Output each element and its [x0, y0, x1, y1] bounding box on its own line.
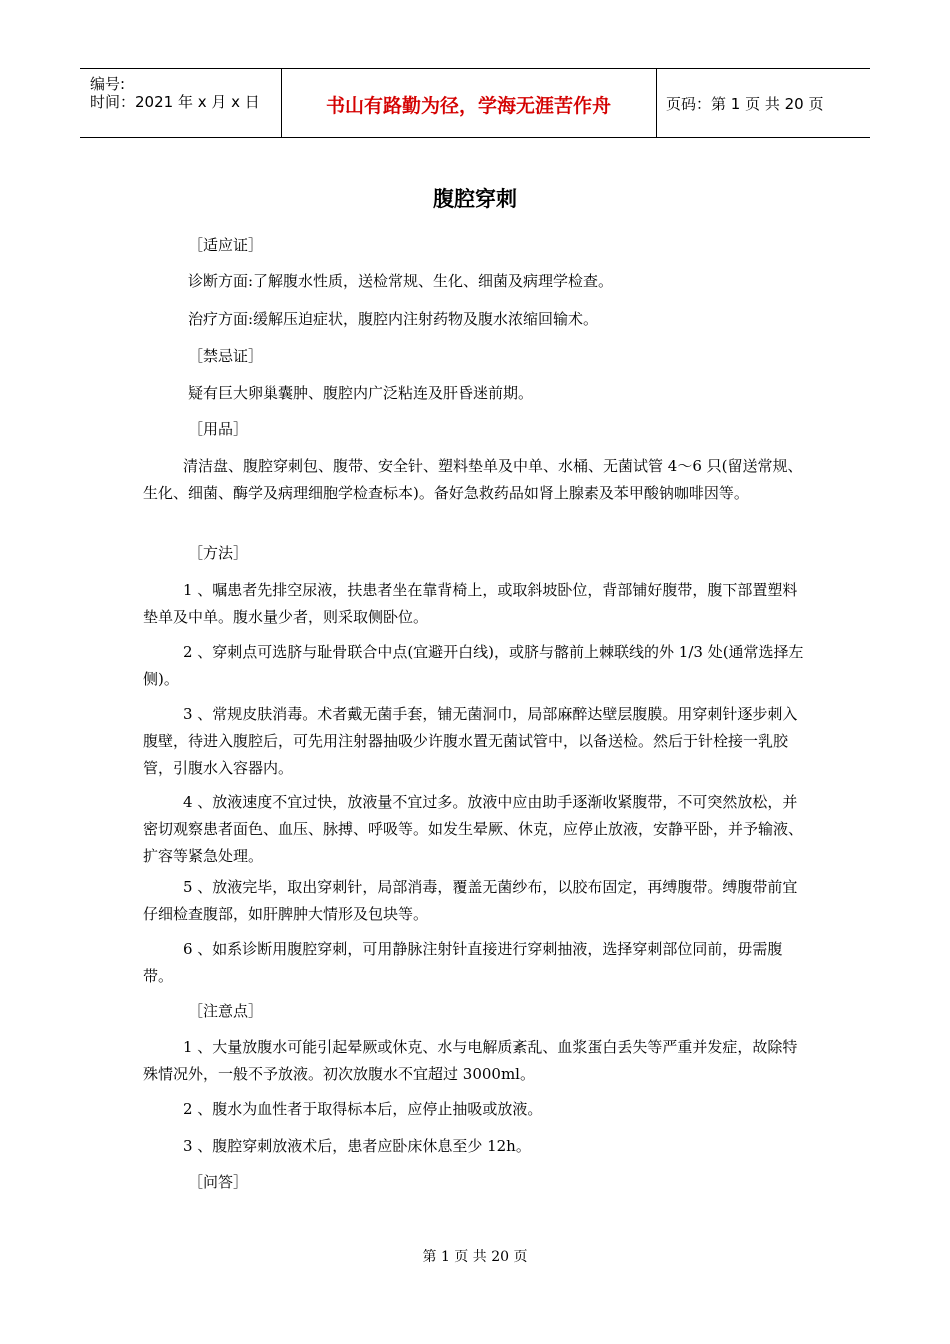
date-line: 时间：2021 年 x 月 x 日 — [90, 93, 260, 111]
supplies-heading: ［用品］ — [188, 420, 249, 438]
method-step-4: 4 、放液速度不宜过快，放液量不宜过多。放液中应由助手逐渐收紧腹带，不可突然放松，并密切观察患者面色、血压、脉搏、呼吸等。如发生晕厥、休克，应停止放液，安静平卧，并予输液、扩容等紧急处理。 — [143, 793, 804, 865]
header-page-cell — [657, 69, 870, 137]
document-title: 腹腔穿刺 — [433, 187, 517, 211]
indications-diagnosis: 诊断方面:了解腹水性质，送检常规、生化、细菌及病理学检查。 — [188, 272, 614, 290]
qa-heading: ［问答］ — [188, 1173, 249, 1191]
method-step-1: 1 、嘱患者先排空尿液，扶患者坐在靠背椅上，或取斜坡卧位，背部铺好腹带，腹下部置塑料垫单及中单。腹水量少者，则采取侧卧位。 — [143, 581, 798, 626]
method-step-3: 3 、常规皮肤消毒。术者戴无菌手套，铺无菌洞巾，局部麻醉达壁层腹膜。用穿刺针逐步刺入腹壁，待进入腹腔后，可先用注射器抽吸少许腹水置无菌试管中，以备送检。然后于针栓接一乳胶管，引腹水入容器内。 — [143, 705, 798, 777]
method-step-2: 2 、穿刺点可选脐与耻骨联合中点(宜避开白线)，或脐与髂前上棘联线的外 1/3 处(通常选择左侧)。 — [143, 643, 804, 688]
indications-treatment: 治疗方面:缓解压迫症状，腹腔内注射药物及腹水浓缩回输术。 — [188, 310, 599, 328]
method-heading: ［方法］ — [188, 544, 249, 562]
method-step-5: 5 、放液完毕，取出穿刺针，局部消毒，覆盖无菌纱布，以胶布固定，再缚腹带。缚腹带前宜仔细检查腹部，如肝脾肿大情形及包块等。 — [143, 878, 798, 923]
notes-item-1: 1 、大量放腹水可能引起晕厥或休克、水与电解质紊乱、血浆蛋白丢失等严重并发症，故除特殊情况外，一般不予放液。初次放腹水不宜超过 3000ml。 — [143, 1038, 798, 1083]
document-header — [80, 68, 870, 138]
contraindications-heading: ［禁忌证］ — [188, 347, 264, 365]
header-motto-cell — [281, 69, 657, 137]
method-step-6: 6 、如系诊断用腹腔穿刺，可用静脉注射针直接进行穿刺抽液，选择穿刺部位同前，毋需腹带。 — [143, 940, 783, 985]
contraindications-text: 疑有巨大卵巢囊肿、腹腔内广泛粘连及肝昏迷前期。 — [188, 384, 534, 402]
page-footer: 第 1 页 共 20 页 — [422, 1249, 528, 1265]
number-label: 编号: — [90, 75, 126, 93]
notes-item-3: 3 、腹腔穿刺放液术后，患者应卧床休息至少 12h。 — [183, 1137, 531, 1155]
indications-heading: ［适应证］ — [188, 236, 264, 254]
motto-text: 书山有路勤为径，学海无涯苦作舟 — [325, 95, 611, 117]
notes-heading: ［注意点］ — [188, 1002, 264, 1020]
notes-item-2: 2 、腹水为血性者于取得标本后，应停止抽吸或放液。 — [183, 1100, 543, 1118]
header-info-cell — [80, 69, 282, 137]
page-info: 页码：第 1 页 共 20 页 — [666, 95, 824, 113]
supplies-text: 清洁盘、腹腔穿刺包、腹带、安全针、塑料垫单及中单、水桶、无菌试管 4～6 只(留送常规、生化、细菌、酶学及病理细胞学检查标本)。备好急救药品如肾上腺素及苯甲酸钠咖啡因等。 — [143, 457, 803, 502]
